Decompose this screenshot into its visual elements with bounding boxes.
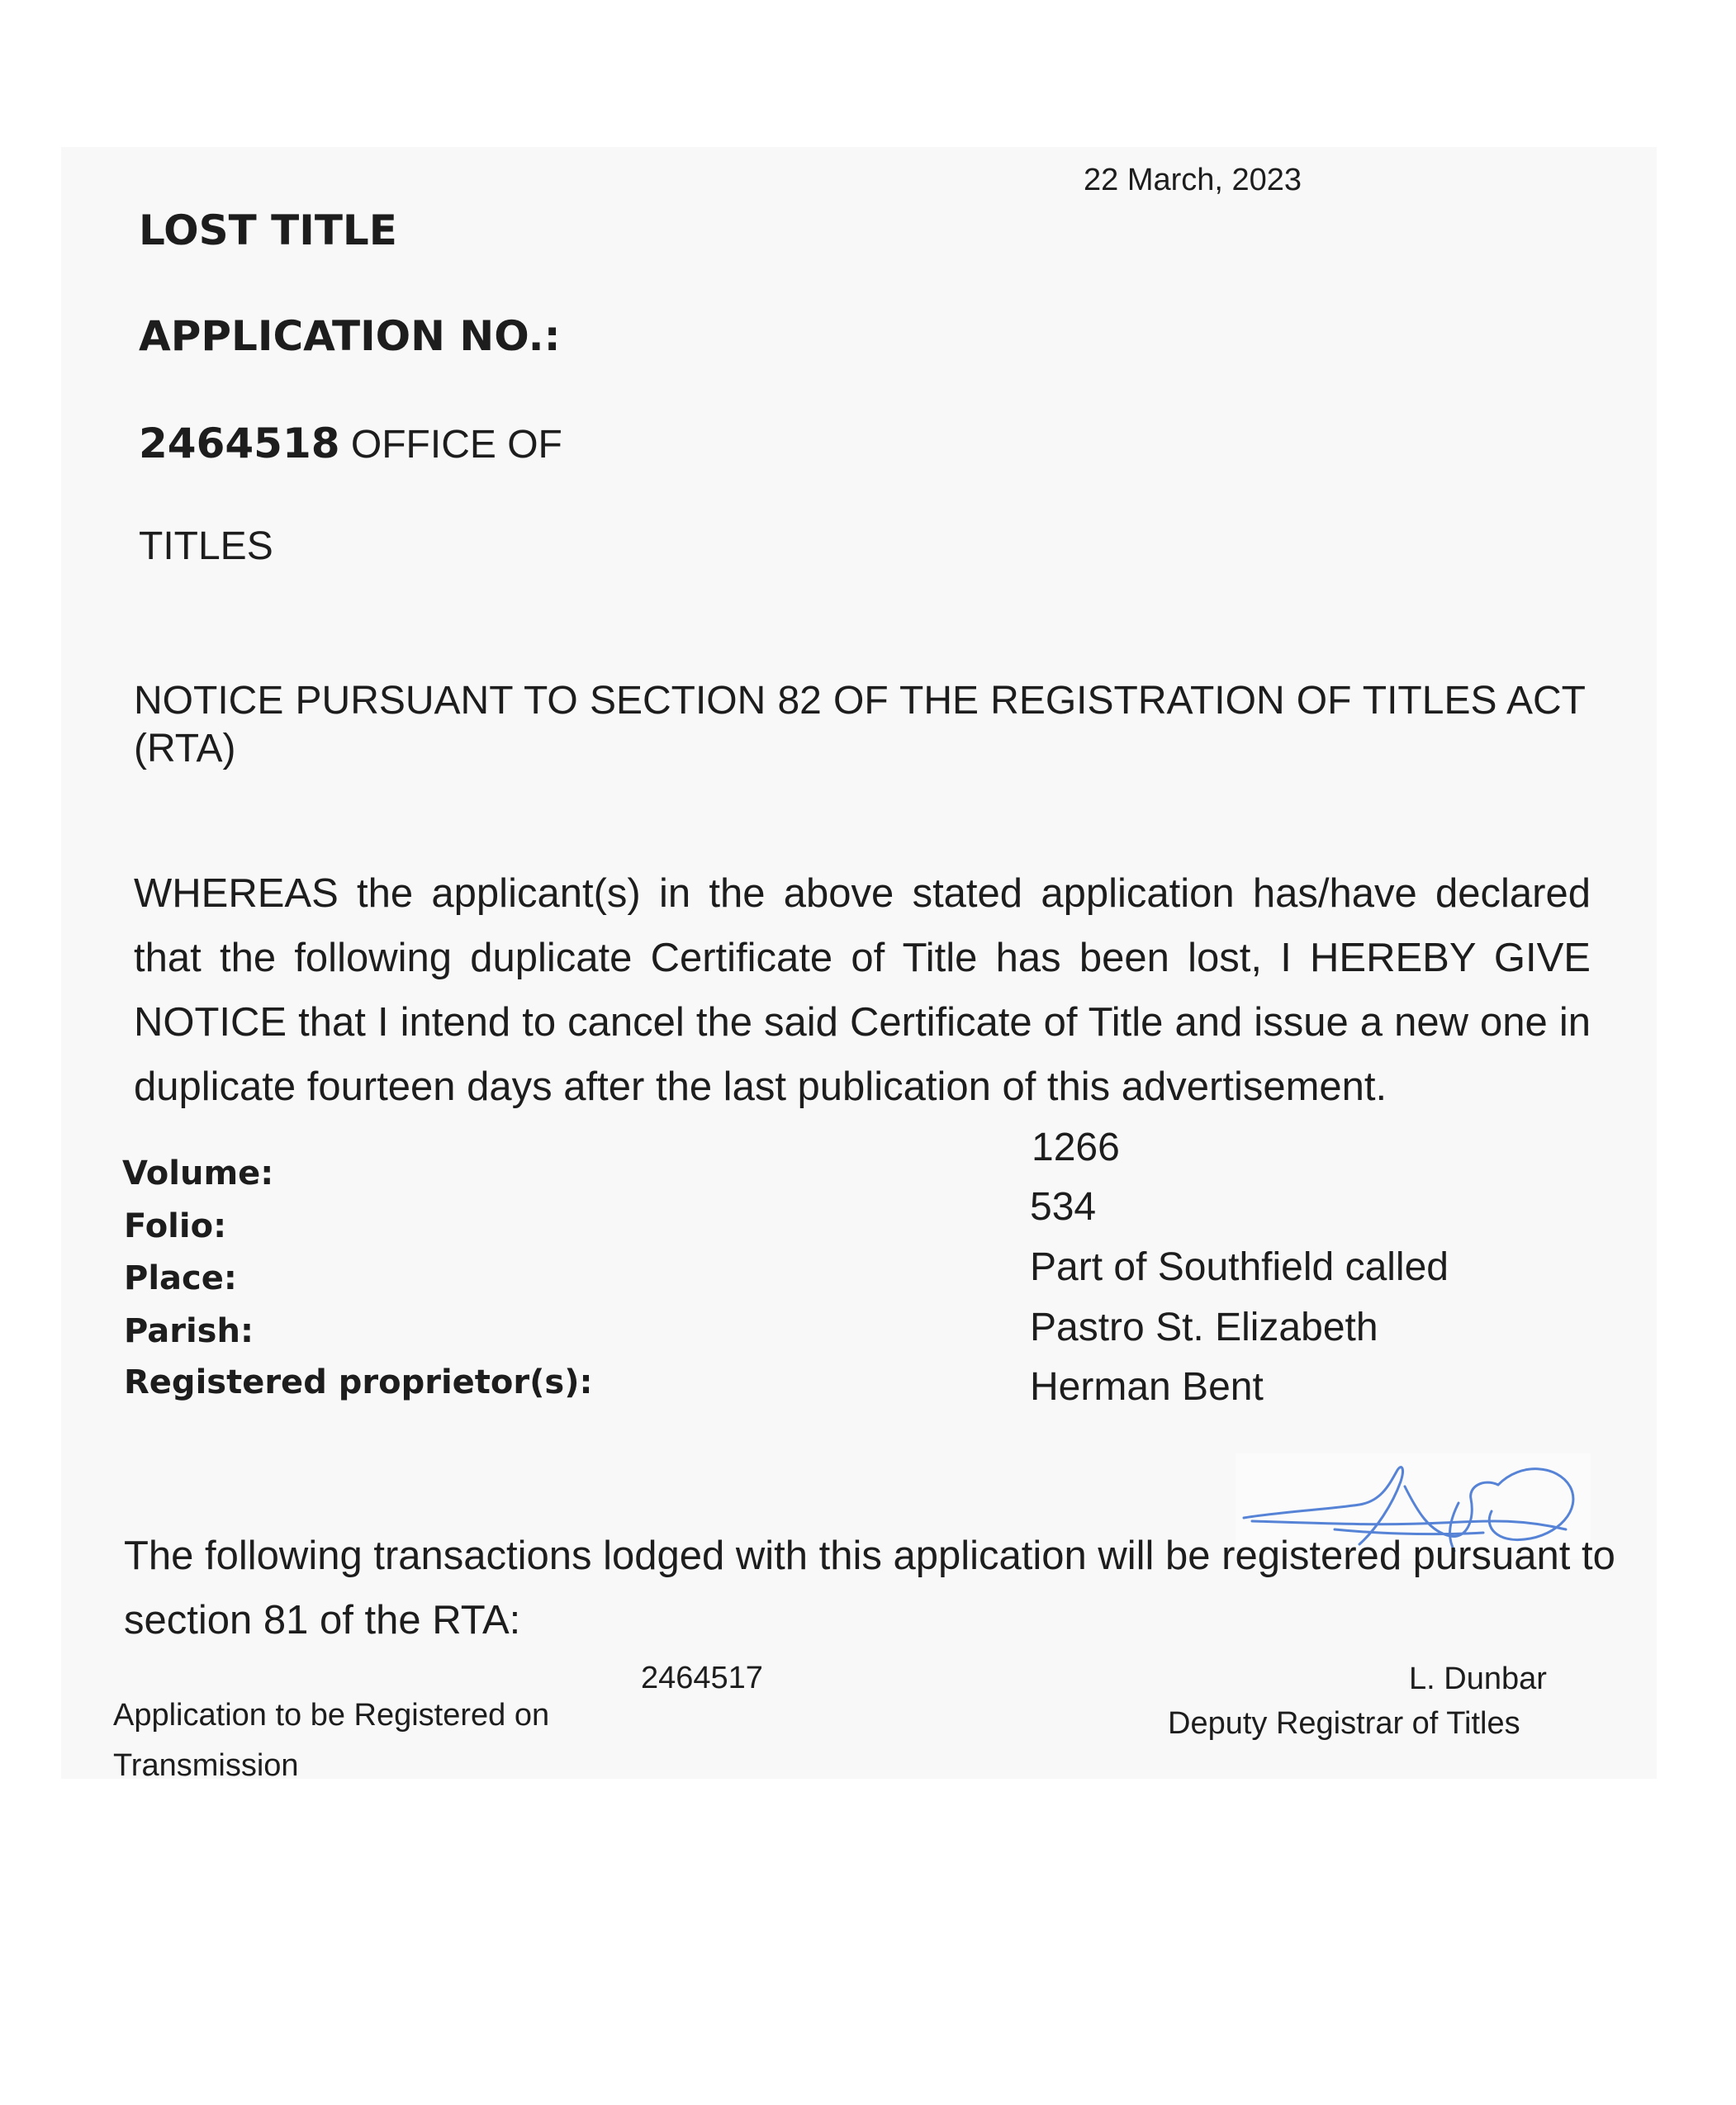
notice-date: 22 March, 2023 bbox=[1084, 163, 1302, 197]
lost-title-heading: LOST TITLE bbox=[139, 206, 397, 254]
whereas-paragraph: WHEREAS the applicant(s) in the above stated application has/have declared that the following duplicate Certificate of Title has been lost, I HEREBY GIVE NOTICE that I intend to cancel the said Certificate of Title and issue a new one in duplicate fourteen days after the last publication of this advertisement. bbox=[134, 871, 1591, 1109]
place-label: Place: bbox=[124, 1259, 237, 1297]
parish-value: Pastro St. Elizabeth bbox=[1030, 1306, 1378, 1349]
proprietor-label: Registered proprietor(s): bbox=[124, 1363, 593, 1401]
parish-label: Parish: bbox=[124, 1312, 254, 1350]
proprietor-value: Herman Bent bbox=[1030, 1365, 1264, 1409]
office-of-text: OFFICE OF bbox=[350, 423, 562, 467]
application-number-line bbox=[139, 420, 562, 467]
application-number: 2464518 bbox=[139, 420, 340, 467]
folio-value: 534 bbox=[1030, 1185, 1097, 1229]
application-number-label: APPLICATION NO.: bbox=[139, 312, 561, 360]
volume-label: Volume: bbox=[122, 1154, 274, 1192]
folio-label: Folio: bbox=[124, 1207, 227, 1245]
registrar-title: Deputy Registrar of Titles bbox=[1168, 1706, 1520, 1741]
transactions-intro: The following transactions lodged with this application will be registered pursuant to section 81 of the RTA: bbox=[124, 1534, 1615, 1643]
notice-heading: NOTICE PURSUANT TO SECTION 82 OF THE REGISTRATION OF TITLES ACT (RTA) bbox=[134, 679, 1586, 770]
volume-value: 1266 bbox=[1032, 1126, 1120, 1169]
place-value: Part of Southfield called bbox=[1030, 1245, 1449, 1289]
transaction-number: 2464517 bbox=[641, 1661, 763, 1695]
registrar-name: L. Dunbar bbox=[1409, 1662, 1547, 1696]
transaction-description: Application to be Registered on Transmission bbox=[113, 1698, 550, 1783]
titles-text: TITLES bbox=[139, 524, 273, 568]
